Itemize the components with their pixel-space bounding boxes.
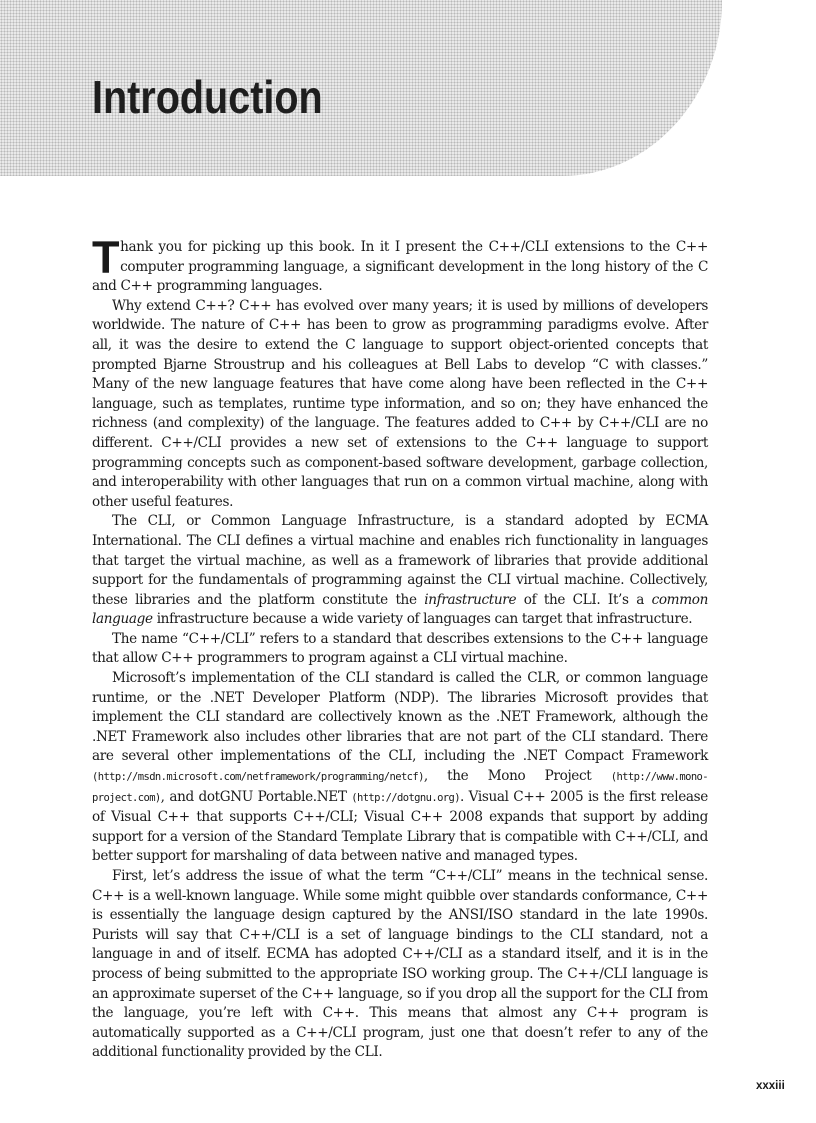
url-mono-project: (http://www.mono-project.com)	[92, 771, 708, 804]
paragraph-5	[92, 669, 708, 867]
paragraph-5-text-a: Microsoft’s implementation of the CLI standard is called the CLR, or common language runtime, or the .NET Developer Platform (NDP). The libraries Microsoft provides that implement the CLI standard are collectively known as the .NET Framework, although the .NET Framework also includes other libraries that are not part of the CLI standard. There are several other implementations of the CLI, including the .NET Compact Framework	[92, 670, 708, 765]
paragraph-5-text-b: , the Mono Project	[423, 768, 611, 785]
paragraph-1-text: hank you for picking up this book. In it I present the C++/CLI extensions to the C++ computer programming language, a significant development in the long history of the C and C++ programming languages.	[92, 239, 708, 295]
paragraph-3-text-c: infrastructure because a wide variety of languages can target that infrastructure.	[152, 611, 693, 628]
paragraph-3-text-a: The CLI, or Common Language Infrastructure, is a standard adopted by ECMA International. The CLI defines a virtual machine and enables rich functionality in languages that target the virtual machine, as well as a framework of libraries that provide additional support for the fundamentals of programming against the CLI virtual machine. Collectively, these libraries and the platform constitute the	[92, 513, 708, 608]
page-number: xxxiii	[756, 1080, 785, 1092]
chapter-banner	[0, 0, 722, 176]
paragraph-3-text-b: of the CLI. It’s a	[516, 591, 652, 608]
emphasis-infrastructure: infrastructure	[424, 591, 517, 608]
paragraph-5-text-d: . Visual C++ 2005 is the first release of Visual C++ that supports C++/CLI; Visual C++ 2008 expands that support by adding support for a version of the Standard Template Library that is compatible with C++/CLI, and better support for marshaling of data between native and managed types.	[92, 788, 708, 865]
paragraph-4: The name “C++/CLI” refers to a standard that describes extensions to the C++ language that allow C++ programmers to program against a CLI virtual machine.	[92, 630, 708, 667]
body-text	[92, 232, 708, 1063]
chapter-title: Introduction	[92, 71, 323, 123]
paragraph-6: First, let’s address the issue of what the term “C++/CLI” means in the technical sense. C++ is a well-known language. While some might quibble over standards conformance, C++ is essentially the language design captured by the ANSI/ISO standard in the late 1990s. Purists will say that C++/CLI is a set of language bindings to the CLI standard, not a language in and of itself. ECMA has adopted C++/CLI as a standard itself, and it is in the process of being submitted to the appropriate ISO working group. The C++/CLI language is an approximate superset of the C++ language, so if you drop all the support for the CLI from the language, you’re left with C++. This means that almost any C++ program is automatically supported as a C++/CLI program, just one that doesn’t refer to any of the additional functionality provided by the CLI.	[92, 868, 708, 1061]
emphasis-common-language: common language	[92, 591, 708, 628]
url-dotgnu: (http://dotgnu.org)	[351, 791, 460, 804]
paragraph-3	[92, 512, 708, 630]
paragraph-1	[92, 232, 708, 297]
paragraph-5-text-c: , and dotGNU Portable.NET	[160, 788, 352, 805]
url-netcf: (http://msdn.microsoft.com/netframework/programming/netcf)	[92, 771, 424, 784]
paragraph-2: Why extend C++? C++ has evolved over many years; it is used by millions of developers worldwide. The nature of C++ has been to grow as programming paradigms evolve. After all, it was the desire to extend the C language to support object-oriented concepts that prompted Bjarne Stroustrup and his colleagues at Bell Labs to develop “C with classes.” Many of the new language features that have come along have been reflected in the C++ language, such as templates, runtime type information, and so on; they have enhanced the richness (and complexity) of the language. The features added to C++ by C++/CLI are no different. C++/CLI provides a new set of extensions to the C++ language to support programming concepts such as component-based software development, garbage collection, and interoperability with other languages that run on a common virtual machine, along with other useful features.	[92, 297, 708, 510]
drop-cap: T	[92, 232, 120, 283]
